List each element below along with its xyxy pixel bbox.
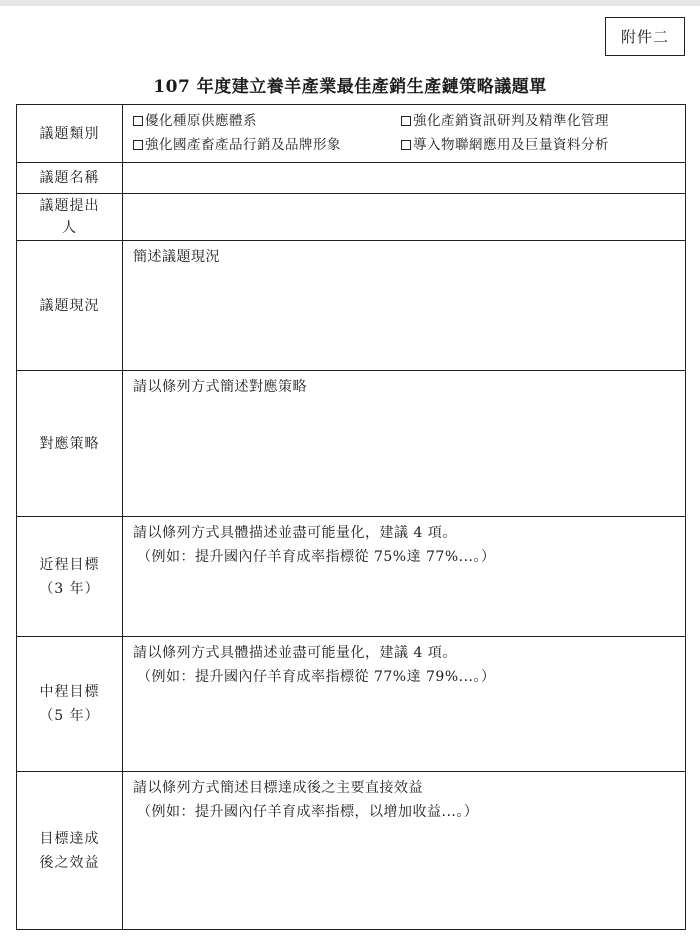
checkbox-icon[interactable]: [401, 140, 411, 150]
row-mid-term-goal: [17, 637, 686, 772]
short-term-label: 近程目標 （3 年）: [17, 517, 123, 637]
category-option-breeding[interactable]: 優化種原供應體系: [133, 110, 401, 132]
row-proposer: [17, 194, 686, 241]
short-term-hint: 請以條列方式具體描述並盡可能量化，建議 4 項。: [133, 525, 457, 541]
page-top-border: [0, 0, 700, 6]
mid-term-field[interactable]: [123, 637, 686, 772]
benefit-field[interactable]: [123, 772, 686, 930]
strategy-hint: 請以條列方式簡述對應策略: [133, 379, 307, 395]
row-issue-name: [17, 163, 686, 194]
category-options: [123, 105, 686, 163]
category-label: 議題類別: [17, 105, 123, 163]
mid-term-label: 中程目標 （5 年）: [17, 637, 123, 772]
category-option-branding[interactable]: 強化國產畜產品行銷及品牌形象: [133, 134, 401, 156]
checkbox-icon[interactable]: [401, 116, 411, 126]
row-strategy: [17, 371, 686, 517]
proposer-label: 議題提出 人: [17, 194, 123, 241]
category-option-market-info[interactable]: 強化產銷資訊研判及精準化管理: [401, 110, 675, 132]
short-term-field[interactable]: [123, 517, 686, 637]
issue-form-table: [16, 104, 686, 930]
issue-name-field[interactable]: [123, 163, 686, 194]
checkbox-icon[interactable]: [133, 140, 143, 150]
form-title: 107 年度建立養羊產業最佳產銷生產鏈策略議題單: [153, 77, 547, 97]
row-short-term-goal: [17, 517, 686, 637]
proposer-field[interactable]: [123, 194, 686, 241]
benefit-label: 目標達成 後之效益: [17, 772, 123, 930]
mid-term-example: （例如：提升國內仔羊育成率指標從 77%達 79%...。）: [137, 669, 496, 685]
attachment-label: 附件二: [605, 17, 685, 56]
row-category: [17, 105, 686, 163]
category-option-iot[interactable]: 導入物聯網應用及巨量資料分析: [401, 134, 675, 156]
checkbox-icon[interactable]: [133, 116, 143, 126]
status-field[interactable]: [123, 241, 686, 371]
strategy-field[interactable]: [123, 371, 686, 517]
row-benefit: [17, 772, 686, 930]
status-label: 議題現況: [17, 241, 123, 371]
mid-term-hint: 請以條列方式具體描述並盡可能量化，建議 4 項。: [133, 645, 457, 661]
strategy-label: 對應策略: [17, 371, 123, 517]
status-hint: 簡述議題現況: [133, 249, 220, 265]
benefit-hint: 請以條列方式簡述目標達成後之主要直接效益: [133, 780, 423, 796]
short-term-example: （例如：提升國內仔羊育成率指標從 75%達 77%...。）: [137, 549, 496, 565]
row-status: [17, 241, 686, 371]
issue-name-label: 議題名稱: [17, 163, 123, 194]
benefit-example: （例如：提升國內仔羊育成率指標，以增加收益...。）: [137, 804, 479, 820]
